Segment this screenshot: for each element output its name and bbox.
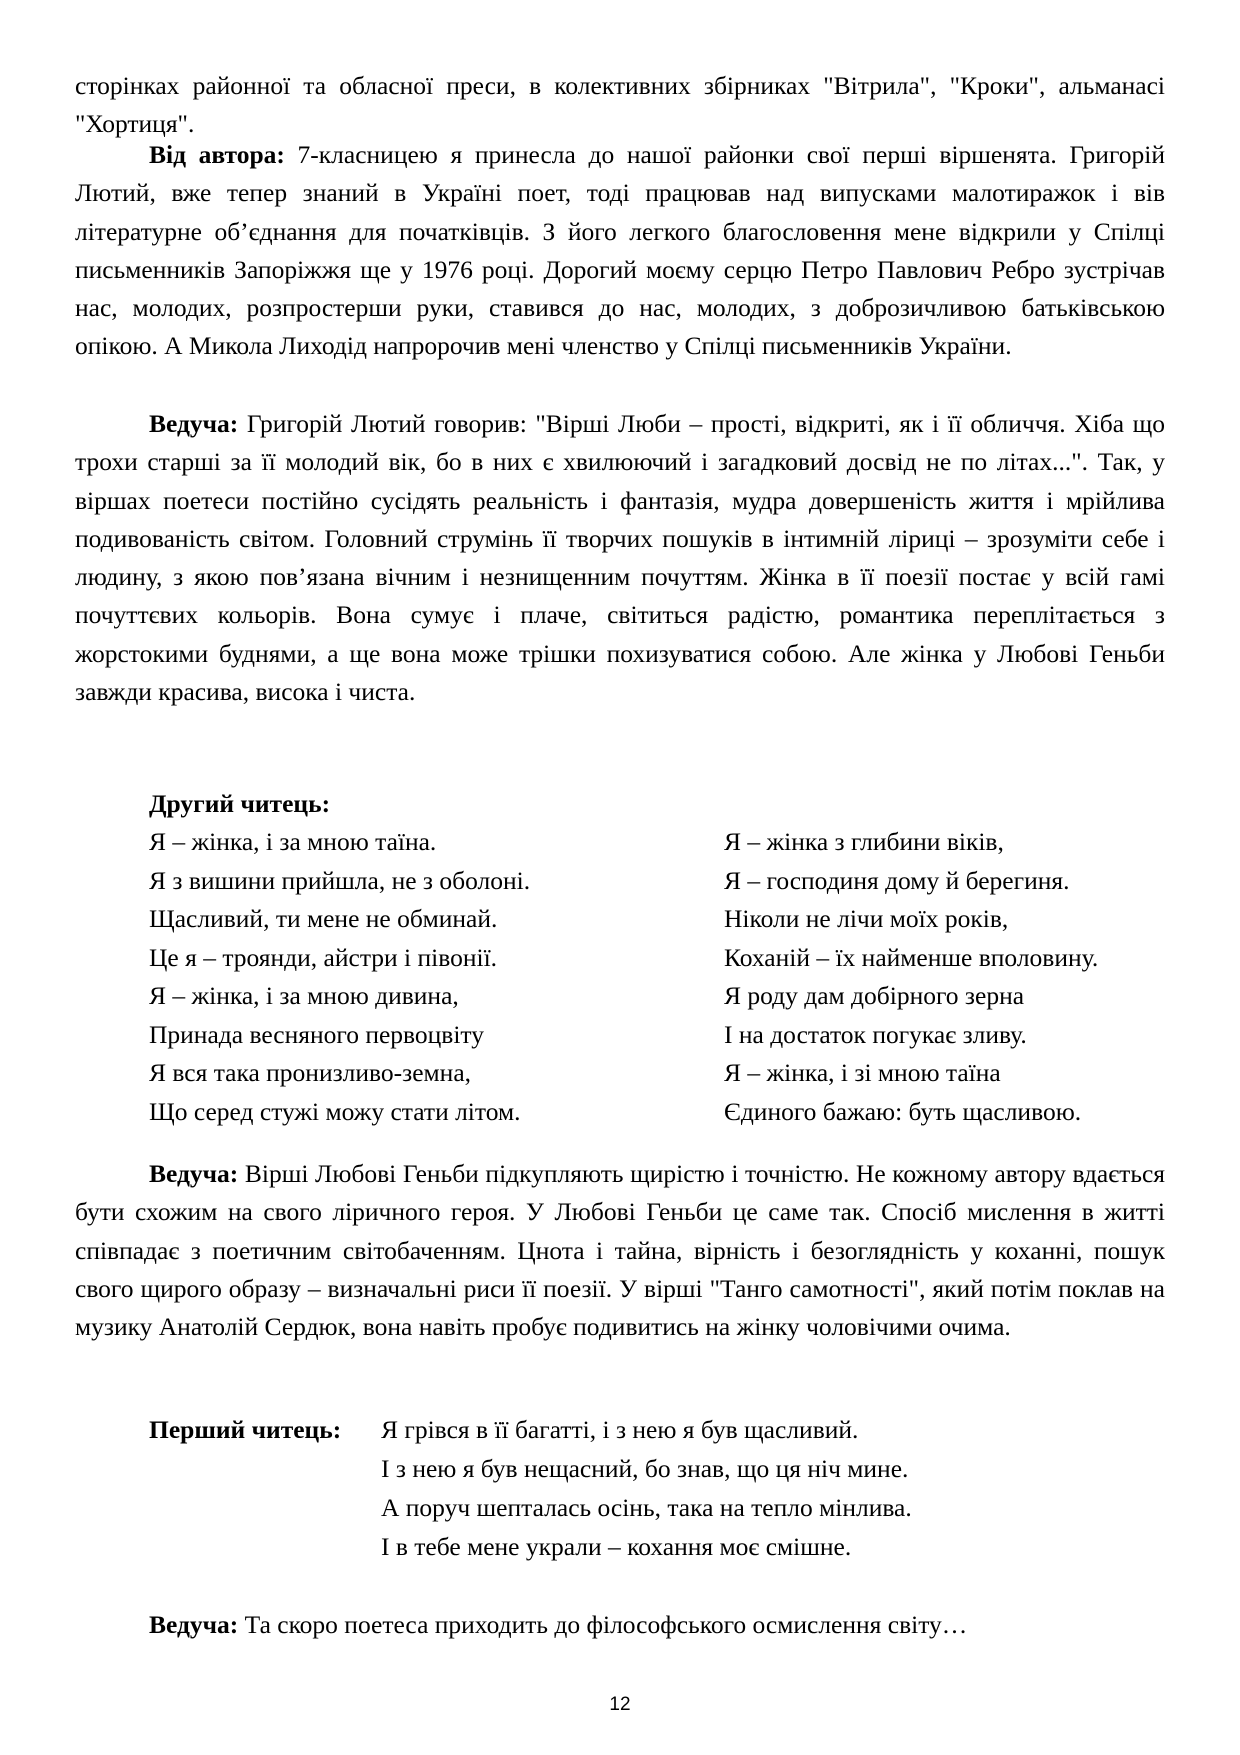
- poem-line: Я – жінка з глибини віків,: [724, 827, 1004, 856]
- poem-line: Що серед стужі можу стати літом.: [149, 1096, 521, 1126]
- host-paragraph-1: [75, 405, 1165, 711]
- poem-line: Я роду дам добірного зерна: [724, 981, 1025, 1010]
- host-label: Ведуча:: [149, 409, 239, 438]
- intro-continuation-paragraph: сторінках районної та обласної преси, в колективних збірниках "Вітрила", "Кроки", альманасі "Хортиця".: [75, 71, 1165, 139]
- poem-line: Я – жінка, і за мною дивина,: [149, 981, 459, 1010]
- poem-line: І в тебе мене украли – кохання моє смішне.: [381, 1532, 852, 1561]
- poem-line: Я – господиня дому й берегиня.: [724, 865, 1070, 895]
- from-author-paragraph: [75, 136, 1165, 366]
- from-author-label: Від автора:: [149, 140, 285, 169]
- host-text: Та скоро поетеса приходить до філософського осмислення світу…: [238, 1610, 968, 1639]
- poem-line: Коханій – їх найменше вполовину.: [724, 942, 1099, 972]
- poem-line: Щасливий, ти мене не обминай.: [149, 904, 498, 933]
- poem-line: І з нею я був нещасний, бо знав, що ця ніч мине.: [381, 1454, 909, 1483]
- poem-right-column: [724, 823, 1098, 1131]
- page-number: 12: [609, 1694, 631, 1715]
- first-reader-poem: [381, 1410, 912, 1566]
- poem-line: І на достаток погукає зливу.: [724, 1019, 1027, 1049]
- poem-line: Я вся така пронизливо-земна,: [149, 1058, 472, 1087]
- poem-line: Я грівся в її багатті, і з нею я був щасливий.: [381, 1415, 859, 1444]
- host-paragraph-2: [75, 1155, 1165, 1346]
- host-text: Вірші Любові Геньби підкупляють щирістю і точністю. Не кожному автору вдається бути схожим на свого ліричного героя. У Любові Геньби це саме так. Спосіб мислення в житті співпадає з поетичним світобаченням. Цнота і тайна, вірність і безоглядність у коханні, пошук свого щирого образу – визначальні риси її поезії. У вірші "Танго самотності", який потім поклав на музику Анатолій Сердюк, вона навіть пробує подивитись на жінку чоловічими очима.: [75, 1159, 1165, 1342]
- host-text: Григорій Лютий говорив: "Вірші Люби – прості, відкриті, як і її обличчя. Хіба що трохи старші за її молодий вік, бо в них є хвилюючий і загадковий досвід не по літах...". Так, у віршах поетеси постійно сусідять реальність і фантазія, мудра довершеність життя і мрійлива подивованість світом. Головний струмінь її творчих пошуків в інтимній ліриці – зрозуміти себе і людину, з якою пов’язана вічним і незнищенним почуттям. Жінка в її поезії постає у всій гамі почуттєвих кольорів. Вона сумує і плаче, світиться радістю, романтика переплітається з жорстокими буднями, а ще вона може трішки похизуватися собою. Але жінка у Любові Геньби завжди красива, висока і чиста.: [75, 409, 1165, 707]
- poem-line: А поруч шепталась осінь, така на тепло мінлива.: [381, 1493, 912, 1522]
- from-author-text: 7-класницею я принесла до нашої районки свої перші віршенята. Григорій Лютий, вже тепер знаний в Україні поет, тоді працював над випусками малотиражок і вів літературне об’єднання для початківців. З його легкого благословення мене відкрили у Спілці письменників Запоріжжя ще у 1976 році. Дорогий моєму серцю Петро Павлович Ребро зустрічав нас, молодих, розпростерши руки, ставився до нас, молодих, з доброзичливою батьківською опікою. А Микола Лиходід напророчив мені членство у Спілці письменників України.: [75, 140, 1166, 361]
- poem-line: Я – жінка, і за мною таїна.: [149, 827, 437, 856]
- poem-line: Єдиного бажаю: буть щасливою.: [724, 1096, 1082, 1126]
- poem-line: Я – жінка, і зі мною таїна: [724, 1058, 1001, 1087]
- poem-line: Я з вишини прийшла, не з оболоні.: [149, 865, 531, 895]
- poem-line: Це я – троянди, айстри і півонії.: [149, 942, 498, 972]
- host-label: Ведуча:: [149, 1159, 239, 1188]
- poem-line: Ніколи не лічи моїх років,: [724, 904, 1009, 933]
- first-reader-label: Перший читець:: [149, 1415, 342, 1444]
- second-reader-label: Другий читець:: [149, 789, 331, 818]
- poem-left-column: [149, 823, 530, 1131]
- host-paragraph-3: [75, 1606, 1165, 1644]
- host-label: Ведуча:: [149, 1610, 239, 1639]
- poem-line: Принада весняного первоцвіту: [149, 1019, 484, 1049]
